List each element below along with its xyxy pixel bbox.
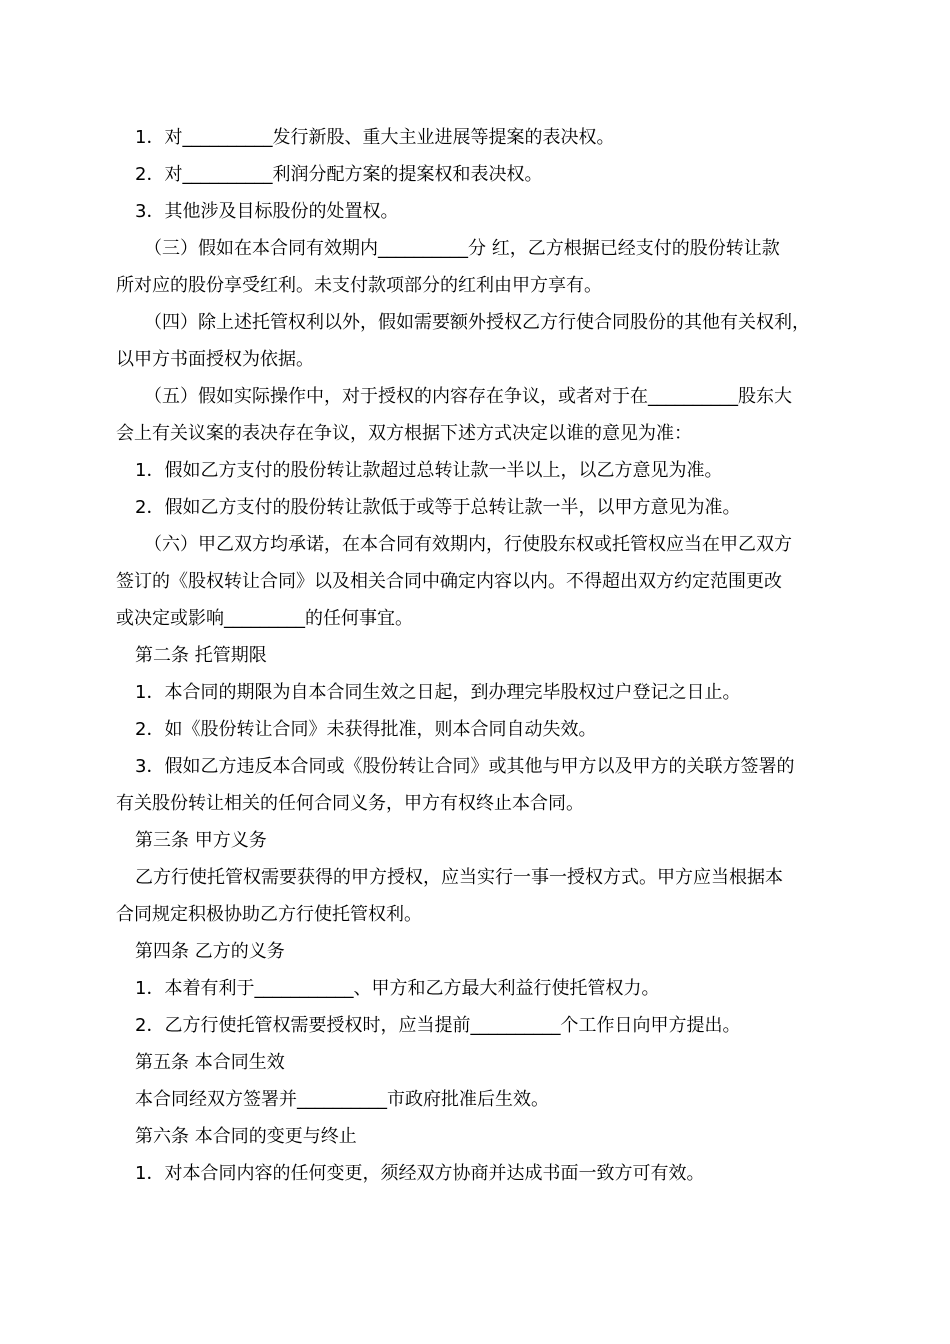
text-line: 合同规定积极协助乙方行使托管权利。 [116, 904, 422, 925]
text-line: 1．本着有利于___________、甲方和乙方最大利益行使托管权力。 [135, 978, 660, 999]
paragraph-p21 [116, 1118, 836, 1155]
paragraph-p10 [116, 637, 836, 674]
text-line: （六）甲乙双方均承诺，在本合同有效期内，行使股东权或托管权应当在甲乙双方 [144, 534, 792, 555]
paragraph-p7 [116, 452, 836, 489]
paragraph-p20 [116, 1081, 836, 1118]
paragraph-p6 [116, 378, 836, 452]
text-line: 签订的《股权转让合同》以及相关合同中确定内容以内。不得超出双方约定范围更改 [116, 571, 782, 592]
text-line: 会上有关议案的表决存在争议，双方根据下述方式决定以谁的意见为准： [116, 423, 692, 444]
paragraph-p14 [116, 822, 836, 859]
text-line: 第五条 本合同生效 [135, 1052, 285, 1073]
paragraph-p2 [116, 156, 836, 193]
paragraph-p16 [116, 933, 836, 970]
paragraph-p3 [116, 193, 836, 230]
text-line: 第二条 托管期限 [135, 645, 267, 666]
text-line: 1．假如乙方支付的股份转让款超过总转让款一半以上，以乙方意见为准。 [135, 460, 723, 481]
text-line: 1．对__________发行新股、重大主业进展等提案的表决权。 [135, 127, 615, 148]
text-line: 所对应的股份享受红利。未支付款项部分的红利由甲方享有。 [116, 275, 602, 296]
text-line: 第六条 本合同的变更与终止 [135, 1126, 357, 1147]
text-line: 2．如《股份转让合同》未获得批准，则本合同自动失效。 [135, 719, 597, 740]
text-line: （四）除上述托管权利以外，假如需要额外授权乙方行使合同股份的其他有关权利， [144, 312, 810, 333]
paragraph-p8 [116, 489, 836, 526]
text-line: 第四条 乙方的义务 [135, 941, 285, 962]
paragraph-p5 [116, 304, 836, 378]
paragraph-p13 [116, 748, 836, 822]
paragraph-p18 [116, 1007, 836, 1044]
text-line: 2．对__________利润分配方案的提案权和表决权。 [135, 164, 543, 185]
text-line: 2．假如乙方支付的股份转让款低于或等于总转让款一半，以甲方意见为准。 [135, 497, 741, 518]
text-line: 以甲方书面授权为依据。 [116, 349, 314, 370]
text-line: 第三条 甲方义务 [135, 830, 267, 851]
text-line: 有关股份转让相关的任何合同义务，甲方有权终止本合同。 [116, 793, 584, 814]
text-line: 3．其他涉及目标股份的处置权。 [135, 201, 399, 222]
text-line: 3．假如乙方违反本合同或《股份转让合同》或其他与甲方以及甲方的关联方签署的 [135, 756, 795, 777]
text-line: 或决定或影响_________的任何事宜。 [116, 608, 413, 629]
text-line: 2．乙方行使托管权需要授权时，应当提前__________个工作日向甲方提出。 [135, 1015, 741, 1036]
paragraph-p9 [116, 526, 836, 637]
paragraph-p17 [116, 970, 836, 1007]
text-line: 1．本合同的期限为自本合同生效之日起，到办理完毕股权过户登记之日止。 [135, 682, 741, 703]
paragraph-p4 [116, 230, 836, 304]
paragraph-p11 [116, 674, 836, 711]
text-line: 乙方行使托管权需要获得的甲方授权，应当实行一事一授权方式。甲方应当根据本 [135, 867, 783, 888]
paragraph-p15 [116, 859, 836, 933]
paragraph-p22 [116, 1155, 836, 1192]
document-body [116, 119, 836, 1192]
paragraph-p1 [116, 119, 836, 156]
text-line: 1．对本合同内容的任何变更，须经双方协商并达成书面一致方可有效。 [135, 1163, 705, 1184]
text-line: （五）假如实际操作中，对于授权的内容存在争议，或者对于在__________股东大 [144, 386, 792, 407]
paragraph-p19 [116, 1044, 836, 1081]
text-line: 本合同经双方签署并__________市政府批准后生效。 [135, 1089, 549, 1110]
text-line: （三）假如在本合同有效期内__________分 红，乙方根据已经支付的股份转让款 [144, 238, 780, 259]
paragraph-p12 [116, 711, 836, 748]
